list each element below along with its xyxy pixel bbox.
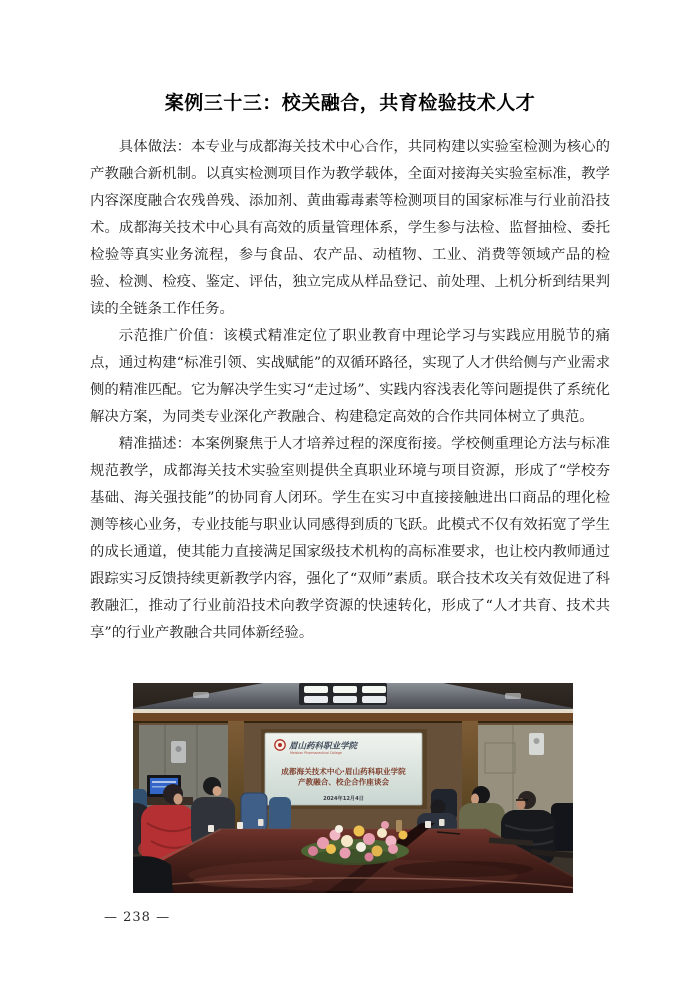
teacup xyxy=(208,825,214,832)
head xyxy=(431,800,446,815)
crown-molding xyxy=(133,713,573,721)
screen-school-name-script: 眉山药科职业学院 xyxy=(289,741,358,752)
face xyxy=(213,786,222,796)
screen-logo xyxy=(275,740,285,750)
ceiling xyxy=(133,683,573,723)
paragraph-concrete-measures: 具体做法：本专业与成都海关技术中心合作，共同构建以实验室检测为核心的产教融合新机制。以真实检测项目作为教学载体，全面对接海关实验室标准，教学内容深度融合农残兽残、添加剂、黄曲霉毒素等检测项目的国家标准与行业前沿技术。成都海关技术中心具有高效的质量管理体系，学生参与法检、监督抽检、委托检验等真实业务流程，参与食品、农产品、动植物、工业、消费等领域产品的检验、检测、检疫、鉴定、评估，独立完成从样品登记、前处理、上机分析到结果判读的全链条工作任务。 xyxy=(90,139,610,317)
teacup xyxy=(425,821,431,828)
screen-title-line1: 成都海关技术中心·眉山药科职业学院 xyxy=(281,767,406,776)
screen-date: 2024年12月4日 xyxy=(323,796,364,802)
blue-chair xyxy=(269,797,291,831)
paragraph-demonstration-value: 示范推广价值：该模式精准定位了职业教育中理论学习与实践应用脱节的痛点，通过构建“标准引领、实战赋能”的双循环路径，实现了人才供给侧与产业需求侧的精准匹配。它为解决学生实习“走过场”、实践内容浅表化等问题提供了系统化解决方案，为同类专业深化产教融合、构建稳定高效的合作共同体树立了典范。 xyxy=(90,328,610,425)
screen-school-name-english: Meishan Pharmaceutical College xyxy=(290,751,342,755)
light-fixture xyxy=(299,683,387,705)
body-text xyxy=(90,134,610,647)
cove-light xyxy=(133,709,573,713)
thermos-flask xyxy=(396,820,402,832)
ceiling-spotlight xyxy=(193,692,209,698)
teacup xyxy=(237,822,243,829)
ceiling-spotlight xyxy=(505,693,521,699)
face xyxy=(174,794,183,805)
face xyxy=(471,794,479,805)
teacup xyxy=(258,819,264,826)
page-number: — 238 — xyxy=(104,910,171,925)
projection-screen xyxy=(261,729,427,809)
paragraph-precise-description: 精准描述：本案例聚焦于人才培养过程的深度衔接。学校侧重理论方法与标准规范教学，成都海关技术实验室则提供全真职业环境与项目资源，形成了“学校夯基础、海关强技能”的协同育人闭环。学生在实习中直接接触进出口商品的理化检测等核心业务，专业技能与职业认同感得到质的飞跃。此模式不仅有效拓宽了学生的成长通道，使其能力直接满足国家级技术机构的高标准要求，也让校内教师通过跟踪实习反馈持续更新教学内容，强化了“双师”素质。联合技术攻关有效促进了科教融汇，推动了行业前沿技术向教学资源的快速转化，形成了“人才共育、技术共享”的行业产教融合共同体新经验。 xyxy=(90,436,610,641)
page-title: 案例三十三：校关融合，共育检验技术人才 xyxy=(164,92,536,114)
meeting-photo xyxy=(133,683,573,893)
screen-title-line2: 产教融合、校企合作座谈会 xyxy=(297,777,390,787)
teacup xyxy=(439,819,445,826)
